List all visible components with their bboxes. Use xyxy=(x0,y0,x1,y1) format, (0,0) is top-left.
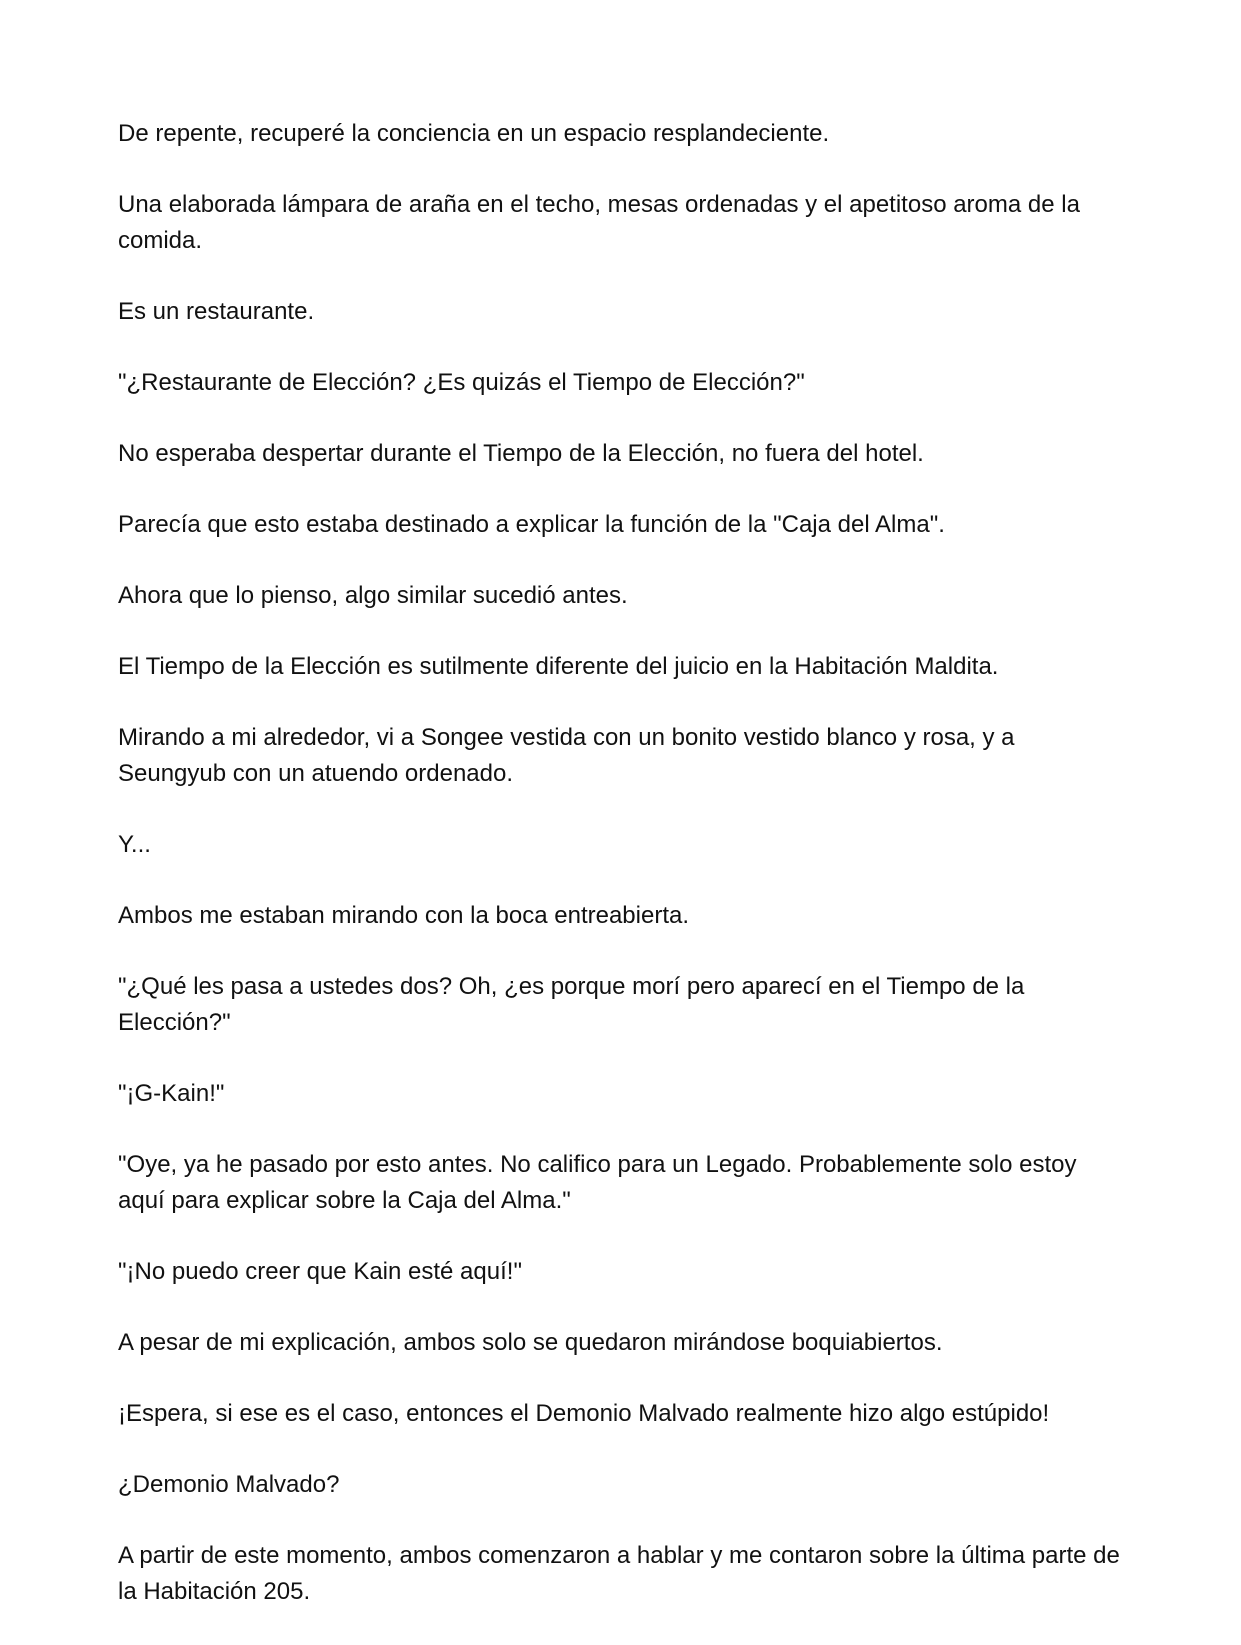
paragraph: "¡No puedo creer que Kain esté aquí!" xyxy=(118,1258,522,1285)
paragraph: Es un restaurante. xyxy=(118,298,315,325)
paragraph: "Oye, ya he pasado por esto antes. No califico para un Legado. Probablemente solo estoy aquí para explicar sobre la Caja del Alma." xyxy=(118,1151,1077,1214)
document-page xyxy=(118,116,1128,1645)
paragraph: "¡G-Kain!" xyxy=(118,1080,225,1107)
paragraph: "¿Restaurante de Elección? ¿Es quizás el Tiempo de Elección?" xyxy=(118,369,805,396)
paragraph: No esperaba despertar durante el Tiempo de la Elección, no fuera del hotel. xyxy=(118,440,924,467)
paragraph: "¿Qué les pasa a ustedes dos? Oh, ¿es porque morí pero aparecí en el Tiempo de la Elección?" xyxy=(118,973,1025,1036)
paragraph: El Tiempo de la Elección es sutilmente diferente del juicio en la Habitación Maldita. xyxy=(118,653,999,680)
paragraph: Parecía que esto estaba destinado a explicar la función de la "Caja del Alma". xyxy=(118,511,945,538)
paragraph: De repente, recuperé la conciencia en un espacio resplandeciente. xyxy=(118,120,830,147)
paragraph: Ambos me estaban mirando con la boca entreabierta. xyxy=(118,902,689,929)
paragraph: ¡Espera, si ese es el caso, entonces el Demonio Malvado realmente hizo algo estúpido! xyxy=(118,1400,1050,1427)
paragraph: Una elaborada lámpara de araña en el techo, mesas ordenadas y el apetitoso aroma de la comida. xyxy=(118,191,1080,254)
paragraph: ¿Demonio Malvado? xyxy=(118,1471,340,1498)
paragraph: Y... xyxy=(118,831,151,858)
paragraph: Mirando a mi alrededor, vi a Songee vestida con un bonito vestido blanco y rosa, y a Seungyub con un atuendo ordenado. xyxy=(118,724,1015,787)
paragraph: Ahora que lo pienso, algo similar sucedió antes. xyxy=(118,582,628,609)
paragraph: A pesar de mi explicación, ambos solo se quedaron mirándose boquiabiertos. xyxy=(118,1329,943,1356)
paragraph: A partir de este momento, ambos comenzaron a hablar y me contaron sobre la última parte de la Habitación 205. xyxy=(118,1542,1120,1605)
